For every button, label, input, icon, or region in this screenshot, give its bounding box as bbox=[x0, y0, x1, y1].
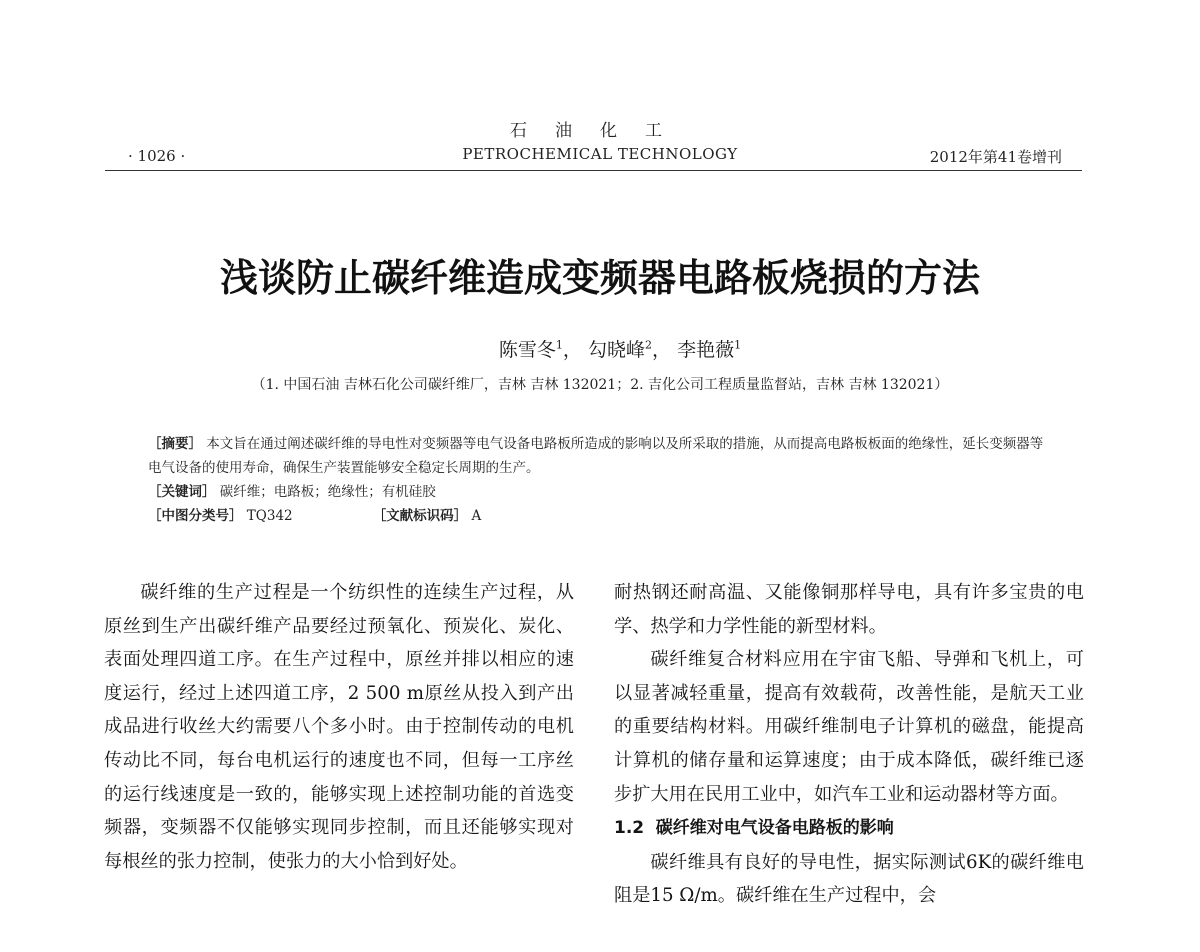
affiliations: （1. 中国石油 吉林石化公司碳纤维厂，吉林 吉林 132021；2. 吉化公司工程质量监督站，吉林 吉林 132021） bbox=[251, 377, 949, 393]
header-rule bbox=[105, 170, 1082, 171]
author-separator: ， bbox=[562, 339, 582, 361]
paper-title: 浅谈防止碳纤维造成变频器电路板烧损的方法 bbox=[219, 256, 980, 300]
body-column-left bbox=[104, 576, 574, 878]
journal-name-english: PETROCHEMICAL TECHNOLOGY bbox=[462, 145, 738, 163]
journal-name-chinese: 石油化工 bbox=[510, 121, 690, 141]
author-3-affil: 1 bbox=[734, 338, 742, 352]
author-1: 陈雪冬 bbox=[498, 339, 556, 361]
body-paragraph: 碳纤维复合材料应用在宇宙飞船、导弹和飞机上，可以显著减轻重量，提高有效载荷，改善性能，是航天工业的重要结构材料。用碳纤维制电子计算机的磁盘，能提高计算机的储存量和运算速度；由于成本降低，碳纤维已逐步扩大用在民用工业中，如汽车工业和运动器材等方面。 bbox=[614, 649, 1084, 805]
author-separator: ， bbox=[652, 339, 672, 361]
section-heading bbox=[614, 811, 1084, 846]
author-2-affil: 2 bbox=[645, 338, 652, 352]
section-number: 1.2 bbox=[614, 818, 645, 839]
page-number: · 1026 · bbox=[128, 147, 186, 165]
clc-code: TQ342 bbox=[246, 508, 293, 524]
keywords bbox=[148, 480, 1048, 504]
abstract-label: ［摘要］ bbox=[148, 436, 202, 452]
abstract bbox=[148, 432, 1048, 480]
classification bbox=[148, 504, 1048, 528]
abstract-block bbox=[148, 432, 1048, 528]
body-paragraph: 碳纤维的生产过程是一个纺织性的连续生产过程，从原丝到生产出碳纤维产品要经过预氧化、预炭化、炭化、表面处理四道工序。在生产过程中，原丝并排以相应的速度运行，经过上述四道工序，2 500 m原丝从投入到产出成品进行收丝大约需要八个多小时。由于控制传动的电机传动比不同，每台电机运行的速度也不同，但每一工序丝的运行线速度是一致的，能够实现上述控制功能的首选变频器，变频器不仅能够实现同步控制，而且还能够实现对每根丝的张力控制，使张力的大小恰到好处。 bbox=[104, 582, 574, 872]
clc-label: ［中图分类号］ bbox=[148, 508, 243, 524]
author-3: 李艳薇 bbox=[677, 339, 735, 361]
author-2: 勾晓峰 bbox=[587, 339, 645, 361]
body-column-right bbox=[614, 576, 1084, 913]
issue-info: 2012年第41卷增刊 bbox=[929, 148, 1062, 166]
doc-code: A bbox=[471, 508, 482, 524]
keywords-text: 碳纤维；电路板；绝缘性；有机硅胶 bbox=[219, 484, 436, 500]
section-title: 碳纤维对电气设备电路板的影响 bbox=[655, 818, 894, 839]
abstract-text: 本文旨在通过阐述碳纤维的导电性对变频器等电气设备电路板所造成的影响以及所采取的措施，从而提高电路板板面的绝缘性，延长变频器等电气设备的使用寿命，确保生产装置能够安全稳定长周期的生产。 bbox=[148, 436, 1044, 476]
body-paragraph: 耐热钢还耐高温、又能像铜那样导电，具有许多宝贵的电学、热学和力学性能的新型材料。 bbox=[614, 582, 1084, 637]
keywords-label: ［关键词］ bbox=[148, 484, 216, 500]
doc-code-label: ［文献标识码］ bbox=[372, 508, 468, 524]
authors bbox=[0, 335, 1200, 362]
author-1-affil: 1 bbox=[555, 338, 563, 352]
body-paragraph: 碳纤维具有良好的导电性，据实际测试6K的碳纤维电阻是15 Ω/m。碳纤维在生产过程中，会 bbox=[614, 851, 1084, 907]
